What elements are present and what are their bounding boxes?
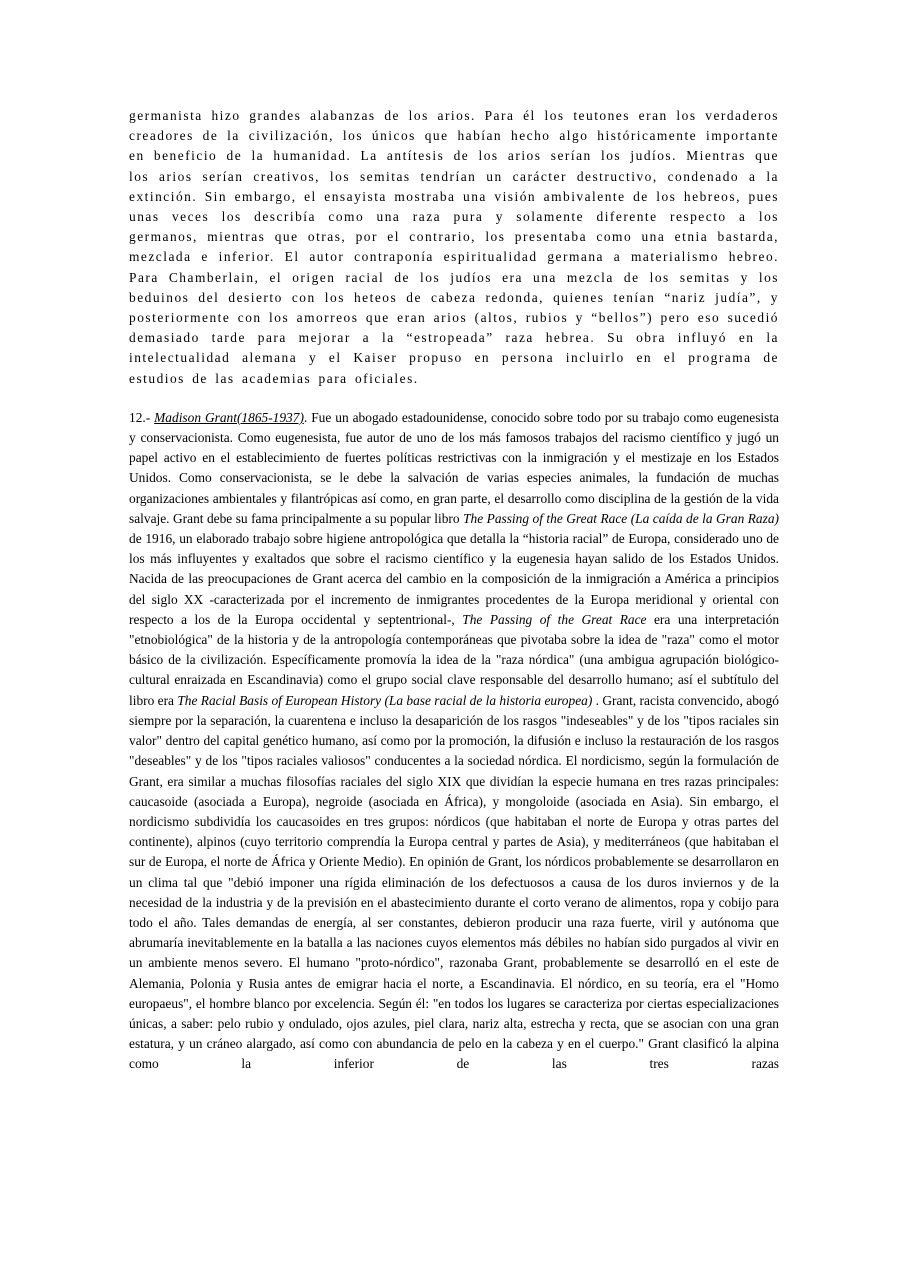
text-run: . Fue un abogado estadounidense, conocido sobre todo por su trabajo como eugenesista y conservacionista. Como eugenesista, fue autor de uno de los más famosos trabajos del racismo científico y jugó un papel activo en el establecimiento de fuertes políticas restrictivas con la inmigración y el mestizaje en los Estados Unidos. Como conservacionista, se le debe la salvación de varias especies animales, la fundación de muchas organizaciones ambientales y filantrópicas así como, en gran parte, el desarrollo como disciplina de la gestión de la vida salvaje. Grant debe su fama principalmente a su popular libro (129, 409, 779, 526)
text-run: de 1916, un elaborado trabajo sobre higiene antropológica que detalla la “historia racial” de Europa, considerado uno de los más influyentes y exaltados que sobre el racismo científico y la eugenesia hayan salido de los Estados Unidos. Nacida de las preocupaciones de Grant acerca del cambio en la composición de la inmigración a América a principios del siglo XX -caracterizada por el incremento de inmigrantes procedentes de la Europa meridional y oriental con respecto a los de la Europa occidental y septentrional-, (129, 531, 779, 627)
text-run: Madison Grant(1865-1937) (154, 409, 304, 425)
text-run: era una interpretación "etnobiológica" de la historia y de la antropología contemporáneas que pivotaba sobre la idea de "raza" como el motor básico de la civilización. Específicamente promovía la idea de la "raza nórdica" (una ambigua agrupación biológico-cultural enraizada en Escandinavia) como el grupo social clave responsable del desarrollo humano; así el subtítulo del libro era (129, 611, 780, 708)
text-run: The Passing of the Great Race (La caída de la Gran Raza) (463, 510, 779, 526)
paragraph-chamberlain (129, 106, 779, 389)
paragraph-madison-grant (129, 408, 779, 1075)
text-run: The Passing of the Great Race (462, 611, 647, 627)
text-run: The Racial Basis of European History (La base racial de la historia europea) (177, 692, 593, 708)
text-run: . Grant, racista convencido, abogó siempre por la separación, la cuarentena e incluso la desaparición de los rasgos "indeseables" y de los "tipos raciales sin valor" dentro del capital genético humano, así como por la promoción, la difusión e incluso la restauración de los rasgos "deseables" y de los "tipos raciales valiosos" conducentes a la sociedad nórdica. El nordicismo, según la formulación de Grant, era similar a muchas filosofías raciales del siglo XIX que dividían la especie humana en tres razas principales: caucasoide (asociada a Europa), negroide (asociada en África), y mongoloide (asociada en Asia). Sin embargo, el nordicismo subdividía los caucasoides en tres grupos: nórdicos (que habitaban el norte de Europa y otras partes del continente), alpinos (cuyo territorio comprendía la Europa central y partes de Asia), y mediterráneos (que habitaban el sur de Europa, el norte de África y Oriente Medio). En opinión de Grant, los nórdicos probablemente se desarrollaron en un clima tal que "debió imponer una rígida eliminación de los defectuosos a causa de los duros inviernos y de la necesidad de la industria y de la previsión en el abastecimiento durante el corto verano de alimentos, ropa y cobijo para todo el año. Tales demandas de energía, al ser constantes, debieron producir una raza fuerte, viril y autónoma que abrumaría inevitablemente en la batalla a las naciones cuyos elementos más débiles no habían sido purgados al vivir en un ambiente menos severo. El humano "proto-nórdico", razonaba Grant, probablemente se desarrolló en el este de Alemania, Polonia y Rusia antes de emigrar hacia el norte, a Escandinavia. El nórdico, en su teoría, era el "Homo europaeus", el hombre blanco por excelencia. Según él: "en todos los lugares se caracteriza por ciertas especializaciones únicas, a saber: pelo rubio y ondulado, ojos azules, piel clara, nariz alta, estrecha y recta, que se asocian con una gran estatura, y un cráneo alargado, así como con abundancia de pelo en la cabeza y en el cuerpo." Grant clasificó la alpina como la inferior de las tres razas (129, 692, 779, 1072)
page-text-block (129, 106, 779, 1075)
text-run: germanista hizo grandes alabanzas de los arios. Para él los teutones eran los verdaderos creadores de la civilización, los únicos que habían hecho algo históricamente importante en beneficio de la humanidad. La antítesis de los arios serían los judíos. Mientras que los arios serían creativos, los semitas tendrían un carácter destructivo, condenado a la extinción. Sin embargo, el ensayista mostraba una visión ambivalente de los hebreos, pues unas veces los describía como una raza pura y solamente diferente respecto a los germanos, mientras que otras, por el contrario, los presentaba como una etnia bastarda, mezclada e inferior. El autor contraponía espiritualidad germana a materialismo hebreo. Para Chamberlain, el origen racial de los judíos era una mezcla de los semitas y los beduinos del desierto con los heteos de cabeza redonda, quienes tenían “nariz judía”, y posteriormente con los amorreos que eran arios (altos, rubios y “bellos”) pero eso sucedió demasiado tarde para mejorar a la “estropeada” raza hebrea. Su obra influyó en la intelectualidad alemana y el Kaiser propuso en persona incluirlo en el programa de estudios de las academias para oficiales. (129, 108, 779, 386)
text-run: 12.- (129, 409, 155, 425)
